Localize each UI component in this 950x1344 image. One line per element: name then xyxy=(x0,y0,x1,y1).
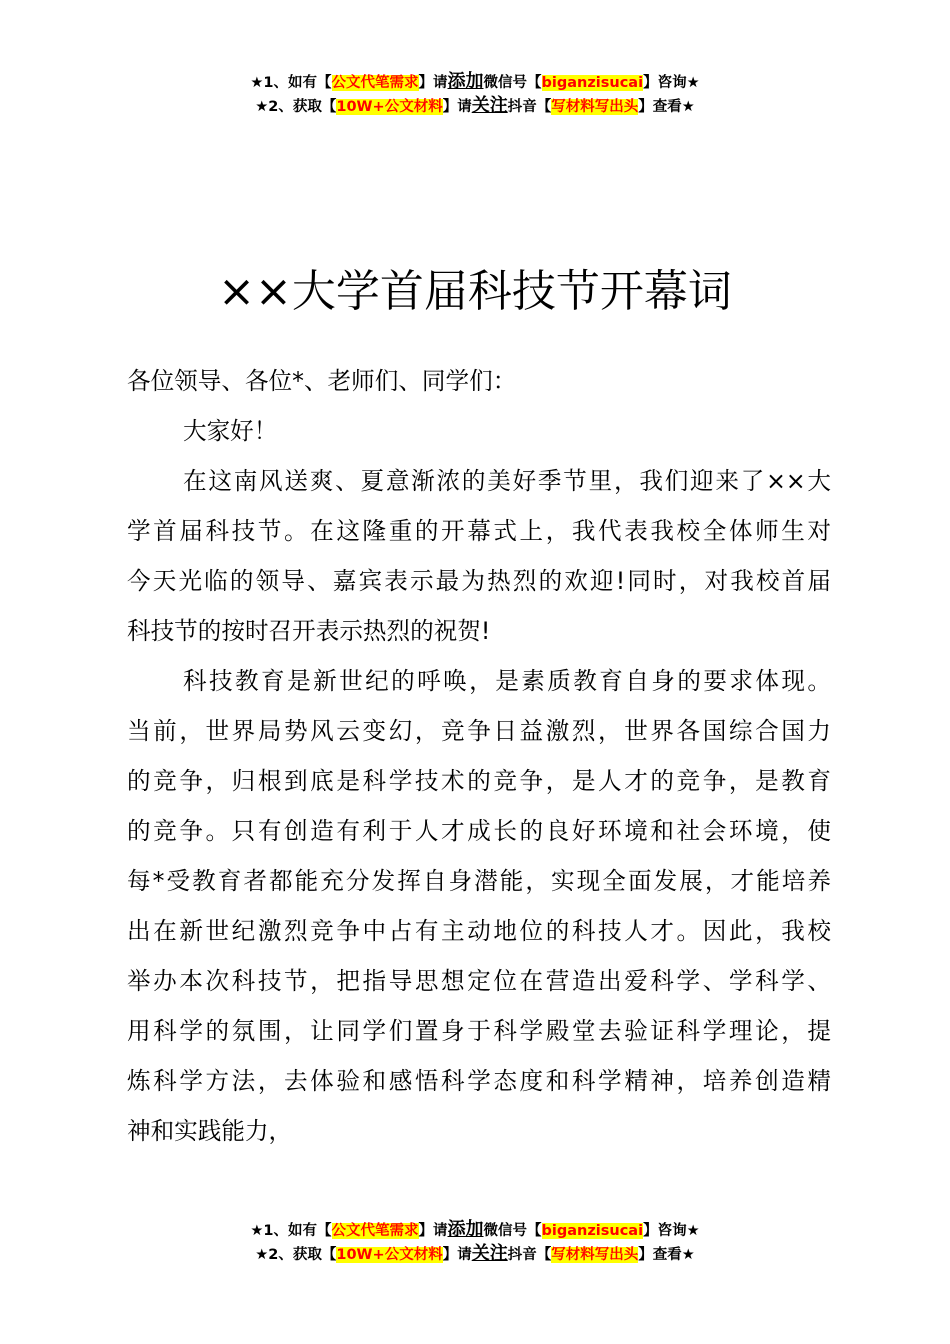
banner-emphasis: 添加 xyxy=(447,1219,484,1240)
banner-text: ★1、如有【 xyxy=(250,75,332,91)
paragraph-line: 学首届科技节。在这隆重的开幕式上，我代表我校全体师生对 xyxy=(127,517,831,545)
banner-highlight: 公文代笔需求 xyxy=(331,1223,419,1239)
banner-line-2 xyxy=(0,94,950,118)
banner-text: 】请 xyxy=(442,99,472,115)
banner-douyin-id: 写材料写出头 xyxy=(551,99,639,115)
paragraph-2 xyxy=(127,656,831,1156)
banner-text: 抖音【 xyxy=(507,99,552,115)
paragraph-line: 出在新世纪激烈竞争中占有主动地位的科技人才。因此，我校 xyxy=(127,917,831,945)
paragraph-line: 的竞争。只有创造有利于人才成长的良好环境和社会环境，使 xyxy=(127,817,831,845)
bottom-banner xyxy=(0,1218,950,1266)
document-body xyxy=(127,356,831,1156)
paragraph-line: 当前，世界局势风云变幻，竞争日益激烈，世界各国综合国力 xyxy=(127,717,831,745)
top-banner xyxy=(0,70,950,118)
banner-wechat-id: biganzisucai xyxy=(541,1223,644,1239)
paragraph-line: 科技节的按时召开表示热烈的祝贺! xyxy=(127,617,491,645)
banner-line-1 xyxy=(0,1218,950,1242)
banner-text: 】查看★ xyxy=(638,1247,695,1263)
banner-douyin-id: 写材料写出头 xyxy=(551,1247,639,1263)
paragraph-line: 的竞争，归根到底是科学技术的竞争，是人才的竞争，是教育 xyxy=(127,767,831,795)
paragraph-line: 用科学的氛围，让同学们置身于科学殿堂去验证科学理论，提 xyxy=(127,1017,831,1045)
banner-highlight: 10W+公文材料 xyxy=(336,1247,443,1263)
banner-text: 】请 xyxy=(442,1247,472,1263)
banner-emphasis: 添加 xyxy=(447,71,484,92)
banner-text: 】请 xyxy=(418,75,448,91)
banner-text: ★2、获取【 xyxy=(255,99,337,115)
paragraph-line: 举办本次科技节，把指导思想定位在营造出爱科学、学科学、 xyxy=(127,967,831,995)
banner-line-1 xyxy=(0,70,950,94)
paragraph-line: 每*受教育者都能充分发挥自身潜能，实现全面发展，才能培养 xyxy=(127,867,831,895)
banner-text: 】查看★ xyxy=(638,99,695,115)
banner-text: ★1、如有【 xyxy=(250,1223,332,1239)
paragraph-line: 今天光临的领导、嘉宾表示最为热烈的欢迎!同时，对我校首届 xyxy=(127,567,831,595)
greeting: 大家好！ xyxy=(183,417,278,445)
banner-emphasis: 关注 xyxy=(471,1243,508,1264)
banner-text: 微信号【 xyxy=(483,1223,542,1239)
banner-text: 】咨询★ xyxy=(643,75,700,91)
paragraph-line: 在这南风送爽、夏意渐浓的美好季节里，我们迎来了××大 xyxy=(183,467,831,495)
document-title: ××大学首届科技节开幕词 xyxy=(218,266,732,317)
paragraph-line: 神和实践能力， xyxy=(127,1117,293,1145)
banner-wechat-id: biganzisucai xyxy=(541,75,644,91)
paragraph-1 xyxy=(127,456,831,656)
banner-text: 】请 xyxy=(418,1223,448,1239)
banner-emphasis: 关注 xyxy=(471,95,508,116)
banner-highlight: 10W+公文材料 xyxy=(336,99,443,115)
banner-text: 微信号【 xyxy=(483,75,542,91)
banner-highlight: 公文代笔需求 xyxy=(331,75,419,91)
paragraph-line: 炼科学方法，去体验和感悟科学态度和科学精神，培养创造精 xyxy=(127,1067,831,1095)
banner-text: ★2、获取【 xyxy=(255,1247,337,1263)
salutation: 各位领导、各位*、老师们、同学们： xyxy=(127,367,517,395)
paragraph-line: 科技教育是新世纪的呼唤，是素质教育自身的要求体现。 xyxy=(183,667,831,695)
banner-text: 】咨询★ xyxy=(643,1223,700,1239)
banner-text: 抖音【 xyxy=(507,1247,552,1263)
banner-line-2 xyxy=(0,1242,950,1266)
